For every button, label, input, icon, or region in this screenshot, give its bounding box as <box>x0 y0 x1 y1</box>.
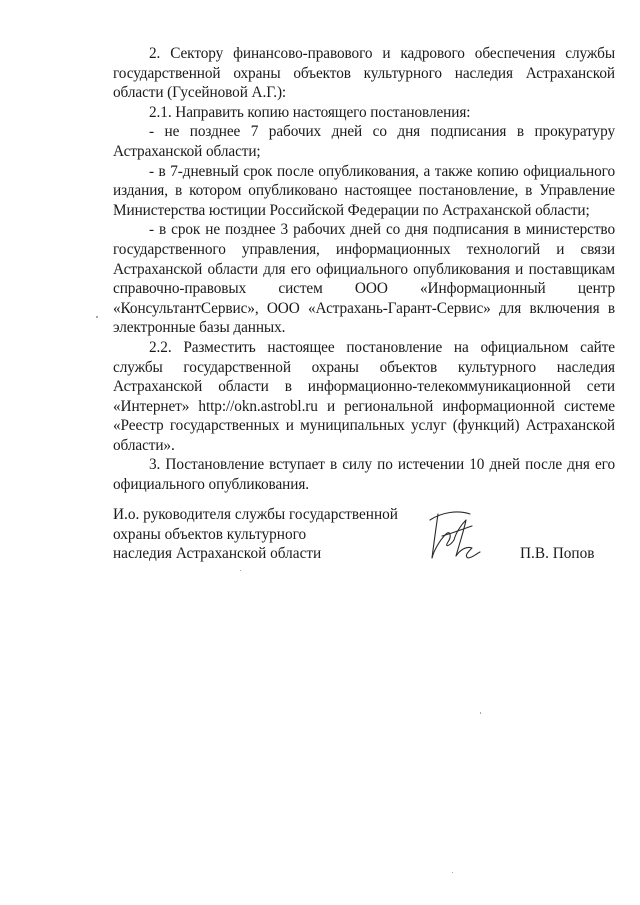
scan-speck <box>240 570 241 571</box>
signatory-title-line: охраны объектов культурного <box>113 525 307 543</box>
document-body <box>113 44 615 495</box>
paragraph-section-3: 3. Постановление вступает в силу по истечении 10 дней после дня его официального опубликования. <box>113 456 615 494</box>
signatory-name: П.В. Попов <box>520 545 595 562</box>
scan-speck <box>480 712 481 714</box>
paragraph-publication-copy: - в срок не позднее 3 рабочих дней со дня подписания в министерство государственного управления, информационных технологий и связи Астраханской области для его официального опубликования и поставщикам справочно-правовых систем ООО «Информационный центр «КонсультантСервис», ООО «Астрахань-Гарант-Сервис» для включения в электронные базы данных. <box>113 221 615 337</box>
signatory-title <box>113 505 398 564</box>
paragraph-section-2: 2. Сектору финансово-правового и кадрового обеспечения службы государственной охраны объектов культурного наследия Астраханской области (Гусейновой А.Г.): <box>113 45 615 102</box>
paragraph-justice-ministry-copy: - в 7-дневный срок после опубликования, а также копию официального издания, в котором опубликовано настоящее постановление, в Управление Министерства юстиции Российской Федерации по Астраханской области; <box>113 162 615 219</box>
handwritten-signature <box>420 500 490 570</box>
scan-speck <box>452 872 453 873</box>
signatory-title-line: наследия Астраханской области <box>113 545 322 563</box>
signatory-title-line: И.о. руководителя службы государственной <box>113 506 398 523</box>
paragraph-section-2-2: 2.2. Разместить настоящее постановление на официальном сайте службы государственной охраны объектов культурного наследия Астраханской области в информационно-телекоммуникационной сети «Интернет» http://okn.astrobl.ru и региональной информационной системе «Реестр государственных и муниципальных услуг (функций) Астраханской области». <box>113 338 615 454</box>
paragraph-section-2-1: 2.1. Направить копию настоящего постановления: <box>149 103 471 121</box>
scan-speck <box>96 316 98 318</box>
paragraph-prosecutor-copy: - не позднее 7 рабочих дней со дня подписания в прокуратуру Астраханской области; <box>113 123 615 160</box>
